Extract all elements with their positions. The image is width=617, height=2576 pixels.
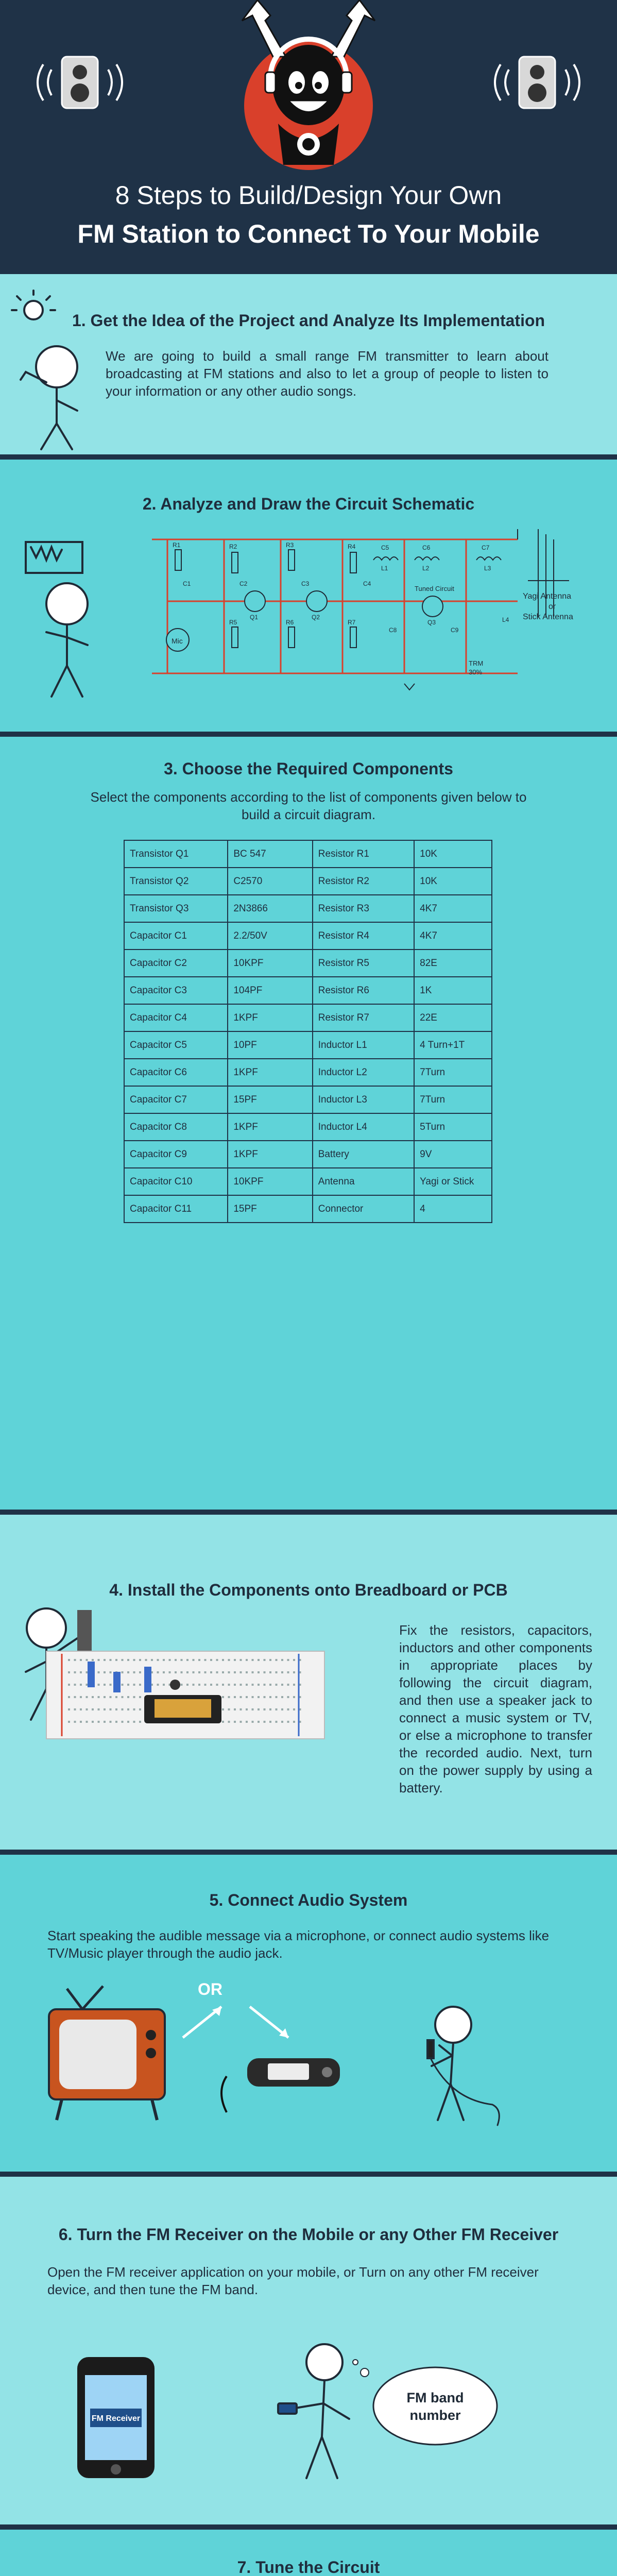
table-cell: Capacitor C3 xyxy=(124,977,228,1004)
schematic-part-label: C7 xyxy=(482,544,490,551)
table-cell: C2570 xyxy=(228,868,312,895)
table-cell: Inductor L2 xyxy=(313,1059,414,1086)
table-cell: 10KPF xyxy=(228,1168,312,1195)
step-5-text: Start speaking the audible message via a microphone, or connect audio systems like TV/Music player through the audio jack. xyxy=(47,1928,550,1961)
schematic-part-label: C4 xyxy=(363,580,371,587)
step-6-title: 6. Turn the FM Receiver on the Mobile or any Other FM Receiver xyxy=(58,2225,559,2244)
table-cell: Yagi or Stick xyxy=(414,1168,492,1195)
schematic-label-trimmer: TRM xyxy=(469,659,484,667)
fm-receiver-illustration xyxy=(0,2331,617,2517)
step-3-text: Select the components according to the list of components given below to build a circuit diagram. xyxy=(90,789,527,822)
table-row xyxy=(124,1086,492,1113)
schematic-part-label: Q2 xyxy=(312,614,320,621)
table-cell: Capacitor C6 xyxy=(124,1059,228,1086)
table-cell: Capacitor C1 xyxy=(124,922,228,950)
table-cell: 1KPF xyxy=(228,1141,312,1168)
table-cell: Transistor Q1 xyxy=(124,840,228,868)
schematic-part-label: L1 xyxy=(381,565,388,572)
table-cell: Resistor R3 xyxy=(313,895,414,922)
table-cell: 2.2/50V xyxy=(228,922,312,950)
table-cell: Resistor R5 xyxy=(313,950,414,977)
step-3-title: 3. Choose the Required Components xyxy=(164,759,453,778)
or-label: OR xyxy=(198,1980,222,1998)
table-cell: 10K xyxy=(414,868,492,895)
table-cell: 10K xyxy=(414,840,492,868)
step-6-text: Open the FM receiver application on your mobile, or Turn on any other FM receiver device, and then tune the FM band. xyxy=(47,2264,539,2297)
music-player-icon xyxy=(221,2058,340,2112)
table-cell: 4K7 xyxy=(414,922,492,950)
table-cell: Resistor R1 xyxy=(313,840,414,868)
table-cell: 1KPF xyxy=(228,1004,312,1031)
schematic-part-label: R1 xyxy=(173,541,181,549)
schematic-part-label: L2 xyxy=(422,565,430,572)
schematic-part-label: R3 xyxy=(286,541,294,549)
schematic-part-label: R6 xyxy=(286,619,294,626)
step-5-section xyxy=(0,1855,617,2172)
schematic-part-label: C5 xyxy=(381,544,389,551)
table-row xyxy=(124,1168,492,1195)
table-row xyxy=(124,868,492,895)
table-row xyxy=(124,950,492,977)
table-row xyxy=(124,1195,492,1223)
table-cell: 5Turn xyxy=(414,1113,492,1141)
table-cell: Transistor Q2 xyxy=(124,868,228,895)
step-4-title: 4. Install the Components onto Breadboard or PCB xyxy=(109,1581,508,1599)
singer-icon xyxy=(427,2007,499,2125)
table-row xyxy=(124,1059,492,1086)
step-7-section xyxy=(0,2530,617,2576)
bubble-line-2: number xyxy=(409,2408,461,2423)
step-1-text: We are going to build a small range FM transmitter to learn about broadcasting at FM stations and also to let a group of people to listen to your information or any other audio songs. xyxy=(106,348,549,399)
schematic-part-label: C1 xyxy=(183,580,191,587)
circuit-schematic xyxy=(147,529,600,699)
header xyxy=(0,0,617,274)
table-cell: 1KPF xyxy=(228,1113,312,1141)
step-2-title: 2. Analyze and Draw the Circuit Schematic xyxy=(142,495,475,513)
table-cell: Capacitor C7 xyxy=(124,1086,228,1113)
table-cell: 2N3866 xyxy=(228,895,312,922)
table-cell: Capacitor C4 xyxy=(124,1004,228,1031)
step-5-title: 5. Connect Audio System xyxy=(209,1891,408,1909)
table-row xyxy=(124,840,492,868)
header-illustration xyxy=(0,0,617,175)
table-cell: 1K xyxy=(414,977,492,1004)
table-cell: Capacitor C9 xyxy=(124,1141,228,1168)
table-cell: Inductor L1 xyxy=(313,1031,414,1059)
table-cell: Capacitor C8 xyxy=(124,1113,228,1141)
components-table xyxy=(124,840,492,1223)
mascot-icon xyxy=(242,0,375,170)
title-line-2: FM Station to Connect To Your Mobile xyxy=(77,219,540,248)
thought-bubble xyxy=(353,2360,497,2445)
schematic-part-label: R5 xyxy=(229,619,237,626)
schematic-part-label: Q3 xyxy=(427,619,436,626)
title-line-1: 8 Steps to Build/Design Your Own xyxy=(115,181,502,210)
step-4-section xyxy=(0,1515,617,1850)
schematic-part-label: R4 xyxy=(348,543,356,550)
table-cell: 15PF xyxy=(228,1086,312,1113)
table-row xyxy=(124,895,492,922)
table-cell: 1KPF xyxy=(228,1059,312,1086)
step-3-section xyxy=(0,737,617,1510)
table-cell: 10KPF xyxy=(228,950,312,977)
table-cell: Resistor R2 xyxy=(313,868,414,895)
table-cell: Inductor L4 xyxy=(313,1113,414,1141)
table-cell: 104PF xyxy=(228,977,312,1004)
table-cell: 10PF xyxy=(228,1031,312,1059)
phone-icon xyxy=(77,2357,155,2478)
divider xyxy=(0,1850,617,1855)
step-7-title: 7. Tune the Circuit xyxy=(237,2558,380,2576)
table-cell: Capacitor C5 xyxy=(124,1031,228,1059)
table-row xyxy=(124,1004,492,1031)
table-cell: Transistor Q3 xyxy=(124,895,228,922)
schematic-label-tuned: Tuned Circuit xyxy=(415,585,454,592)
step-1-section xyxy=(0,274,617,454)
table-row xyxy=(124,922,492,950)
schematic-part-label: C2 xyxy=(239,580,248,587)
table-cell: 4K7 xyxy=(414,895,492,922)
divider xyxy=(0,2524,617,2530)
divider xyxy=(0,454,617,460)
table-cell: Capacitor C10 xyxy=(124,1168,228,1195)
schematic-label-antenna: Yagi Antenna xyxy=(523,592,572,601)
table-cell: Antenna xyxy=(313,1168,414,1195)
table-cell: 7Turn xyxy=(414,1086,492,1113)
table-cell: Capacitor C2 xyxy=(124,950,228,977)
table-cell: 4 xyxy=(414,1195,492,1223)
table-cell: Connector xyxy=(313,1195,414,1223)
table-cell: Inductor L3 xyxy=(313,1086,414,1113)
speaker-icon xyxy=(38,57,122,108)
table-cell: 22E xyxy=(414,1004,492,1031)
thinker-icon xyxy=(10,537,113,707)
schematic-part-label: L4 xyxy=(502,616,509,623)
table-cell: BC 547 xyxy=(228,840,312,868)
table-row xyxy=(124,977,492,1004)
bubble-line-1: FM band xyxy=(406,2390,464,2405)
step-4-text: Fix the resistors, capacitors, inductors and other components in appropriate places by following the circuit diagram, and then use a speaker jack to connect a music system or TV, or else a microphone to transfer the recorded audio. Next, turn on the power supply by using a battery. xyxy=(399,1622,592,1795)
speaker-icon xyxy=(495,57,579,108)
divider xyxy=(0,732,617,737)
schematic-label-trimmer-pct: 30% xyxy=(469,668,483,676)
step-2-section xyxy=(0,460,617,732)
listener-icon xyxy=(278,2344,349,2478)
table-row xyxy=(124,1141,492,1168)
table-cell: Resistor R6 xyxy=(313,977,414,1004)
tv-icon xyxy=(49,1986,165,2120)
step-1-title: 1. Get the Idea of the Project and Analyze Its Implementation xyxy=(72,311,545,330)
schematic-label-antenna-stick: Stick Antenna xyxy=(523,613,573,621)
schematic-label-mic: Mic xyxy=(172,637,183,645)
schematic-part-label: C9 xyxy=(451,626,459,634)
table-cell: Resistor R7 xyxy=(313,1004,414,1031)
table-cell: 82E xyxy=(414,950,492,977)
audio-sources-illustration xyxy=(0,1973,617,2159)
schematic-part-label: C8 xyxy=(389,626,397,634)
divider xyxy=(0,2172,617,2177)
schematic-part-label: R7 xyxy=(348,619,356,626)
schematic-label-antenna-or: or xyxy=(549,602,556,611)
table-cell: 7Turn xyxy=(414,1059,492,1086)
table-cell: Battery xyxy=(313,1141,414,1168)
schematic-part-label: C3 xyxy=(301,580,310,587)
schematic-part-label: L3 xyxy=(484,565,491,572)
schematic-part-label: R2 xyxy=(229,543,237,550)
phone-screen-label: FM Receiver xyxy=(91,2414,141,2423)
table-cell: 9V xyxy=(414,1141,492,1168)
table-cell: 4 Turn+1T xyxy=(414,1031,492,1059)
breadboard-illustration xyxy=(10,1566,371,1741)
schematic-part-label: C6 xyxy=(422,544,431,551)
step-6-section xyxy=(0,2177,617,2524)
schematic-part-label: Q1 xyxy=(250,614,259,621)
table-row xyxy=(124,1113,492,1141)
table-row xyxy=(124,1031,492,1059)
schematic-part-labels xyxy=(173,541,509,634)
table-cell: Capacitor C11 xyxy=(124,1195,228,1223)
table-cell: 15PF xyxy=(228,1195,312,1223)
table-cell: Resistor R4 xyxy=(313,922,414,950)
divider xyxy=(0,1510,617,1515)
